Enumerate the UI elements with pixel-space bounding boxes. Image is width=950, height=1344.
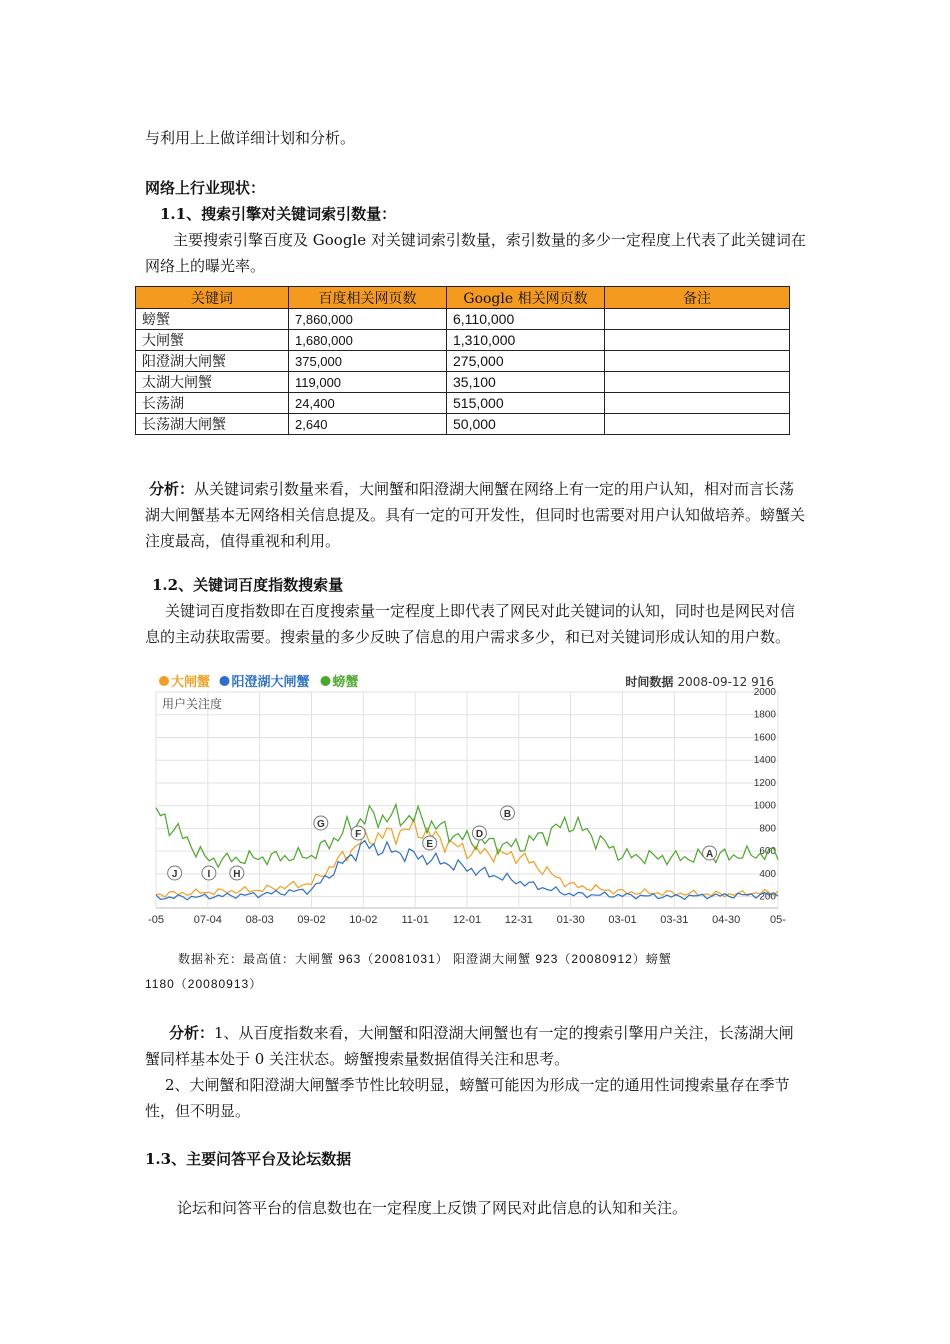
x-tick-label: 12-01 (452, 914, 482, 926)
cell-remark (605, 372, 790, 393)
paragraph-1-1: 主要搜索引擎百度及 Google 对关键词索引数量，索引数量的多少一定程度上代表了此关键词在网络上的曝光率。 (145, 231, 806, 275)
paragraph-1-3: 论坛和问答平台的信息数也在一定程度上反馈了网民对此信息的认知和关注。 (177, 1199, 688, 1217)
legend-item: 螃蟹 (332, 675, 359, 690)
legend-swatch (220, 676, 230, 686)
header-google: Google 相关网页数 (447, 287, 605, 309)
cell-remark (605, 351, 790, 372)
y-tick-label: 1800 (753, 709, 776, 721)
cell-remark (605, 393, 790, 414)
table-row (136, 414, 790, 435)
y-tick-label: 1000 (753, 800, 776, 812)
intro-text: 与利用上上做详细计划和分析。 (145, 129, 356, 147)
cell-google: 6,110,000 (447, 309, 605, 330)
time-value: 2008-09-12 916 (677, 675, 774, 689)
cell-keyword: 太湖大闸蟹 (136, 372, 289, 393)
legend-item: 阳澄湖大闸蟹 (231, 675, 310, 690)
x-tick-label: 12-31 (504, 914, 533, 926)
cell-baidu: 24,400 (289, 393, 447, 414)
x-tick-label: -05 (148, 914, 164, 926)
annotation-label: B (503, 809, 512, 820)
section-heading-industry: 网络上行业现状： (145, 179, 266, 197)
x-tick-label: 11-01 (401, 914, 429, 926)
keyword-index-table (135, 286, 790, 435)
legend-swatch (321, 676, 331, 686)
x-tick-label: 01-30 (556, 914, 585, 926)
cell-google: 515,000 (447, 393, 605, 414)
annotation-label: A (705, 849, 714, 860)
time-readout (625, 674, 774, 689)
cell-keyword: 阳澄湖大闸蟹 (136, 351, 289, 372)
x-tick-label: 05- (770, 914, 786, 926)
cell-remark (605, 414, 790, 435)
paragraph-1-2: 关键词百度指数即在百度搜索量一定程度上即代表了网民对此关键词的认知，同时也是网民对信息的主动获取需要。搜索量的多少反映了信息的用户需求多少，和已对关键词形成认知的用户数。 (145, 602, 796, 646)
x-tick-label: 10-02 (349, 914, 378, 926)
y-axis-label: 用户关注度 (162, 697, 223, 711)
y-tick-label: 1200 (753, 777, 776, 789)
y-tick-label: 1400 (753, 755, 776, 767)
y-tick-label: 200 (759, 891, 776, 903)
analysis-1-label: 分析： (149, 480, 195, 498)
cell-baidu: 7,860,000 (289, 309, 447, 330)
time-label: 时间数据 (625, 675, 678, 689)
cell-baidu: 119,000 (289, 372, 447, 393)
table-row (136, 351, 790, 372)
annotation-label: H (233, 869, 241, 880)
table-row (136, 330, 790, 351)
legend-item: 大闸蟹 (171, 675, 211, 690)
baidu-index-chart (148, 670, 786, 928)
annotation-label: E (426, 839, 434, 850)
cell-remark (605, 309, 790, 330)
annotation-label: G (316, 819, 325, 830)
x-tick-label: 03-01 (608, 914, 637, 926)
header-baidu: 百度相关网页数 (289, 287, 447, 309)
cell-google: 35,100 (447, 372, 605, 393)
x-tick-label: 07-04 (193, 914, 222, 926)
header-keyword: 关键词 (136, 287, 289, 309)
legend-swatch (159, 676, 169, 686)
analysis-1 (145, 476, 807, 554)
y-tick-label: 800 (759, 823, 776, 835)
table-header-row (136, 287, 790, 309)
analysis-2-text: 1、从百度指数来看，大闸蟹和阳澄湖大闸蟹也有一定的搜索引擎用户关注，长荡湖大闸蟹同样基本处于 0 关注状态。螃蟹搜索量数据值得关注和思考。 (145, 1024, 794, 1068)
annotation-label: J (171, 869, 178, 880)
analysis-2-point2: 2、大闸蟹和阳澄湖大闸蟹季节性比较明显，螃蟹可能因为形成一定的通用性词搜索量存在季节性，但不明显。 (145, 1076, 790, 1120)
table-row (136, 393, 790, 414)
cell-keyword: 大闸蟹 (136, 330, 289, 351)
cell-google: 275,000 (447, 351, 605, 372)
y-tick-label: 400 (759, 868, 776, 880)
table-row (136, 372, 790, 393)
heading-1-3: 1.3、主要问答平台及论坛数据 (145, 1150, 352, 1168)
cell-keyword: 长荡湖大闸蟹 (136, 414, 289, 435)
x-tick-label: 09-02 (297, 914, 326, 926)
cell-baidu: 375,000 (289, 351, 447, 372)
chart-svg (148, 670, 786, 928)
analysis-2-label: 分析： (169, 1024, 215, 1042)
table-row (136, 309, 790, 330)
header-remark: 备注 (605, 287, 790, 309)
cell-google: 1,310,000 (447, 330, 605, 351)
cell-keyword: 长荡湖 (136, 393, 289, 414)
x-tick-label: 04-30 (712, 914, 741, 926)
y-tick-label: 600 (759, 846, 776, 858)
cell-keyword: 螃蟹 (136, 309, 289, 330)
data-supplement-line1: 数据补充：最高值：大闸蟹 963（20081031） 阳澄湖大闸蟹 923（20080912）螃蟹 (178, 952, 672, 966)
analysis-2 (145, 1020, 807, 1072)
data-supplement-line2: 1180（20080913） (145, 977, 263, 991)
cell-baidu: 2,640 (289, 414, 447, 435)
heading-1-1: 1.1、搜索引擎对关键词索引数量： (160, 205, 397, 223)
cell-baidu: 1,680,000 (289, 330, 447, 351)
y-tick-label: 2000 (753, 687, 776, 698)
cell-google: 50,000 (447, 414, 605, 435)
annotation-label: D (475, 829, 484, 840)
annotation-label: F (355, 829, 362, 840)
cell-remark (605, 330, 790, 351)
y-tick-label: 1600 (753, 732, 776, 744)
heading-1-2: 1.2、关键词百度指数搜索量 (152, 576, 344, 594)
x-tick-label: 03-31 (660, 914, 689, 926)
x-tick-label: 08-03 (245, 914, 274, 926)
annotation-label: I (207, 869, 211, 880)
analysis-1-text: 从关键词索引数量来看，大闸蟹和阳澄湖大闸蟹在网络上有一定的用户认知，相对而言长荡湖大闸蟹基本无网络相关信息提及。具有一定的可开发性，但同时也需要对用户认知做培养。螃蟹关注度最高，值得重视和利用。 (145, 480, 806, 550)
